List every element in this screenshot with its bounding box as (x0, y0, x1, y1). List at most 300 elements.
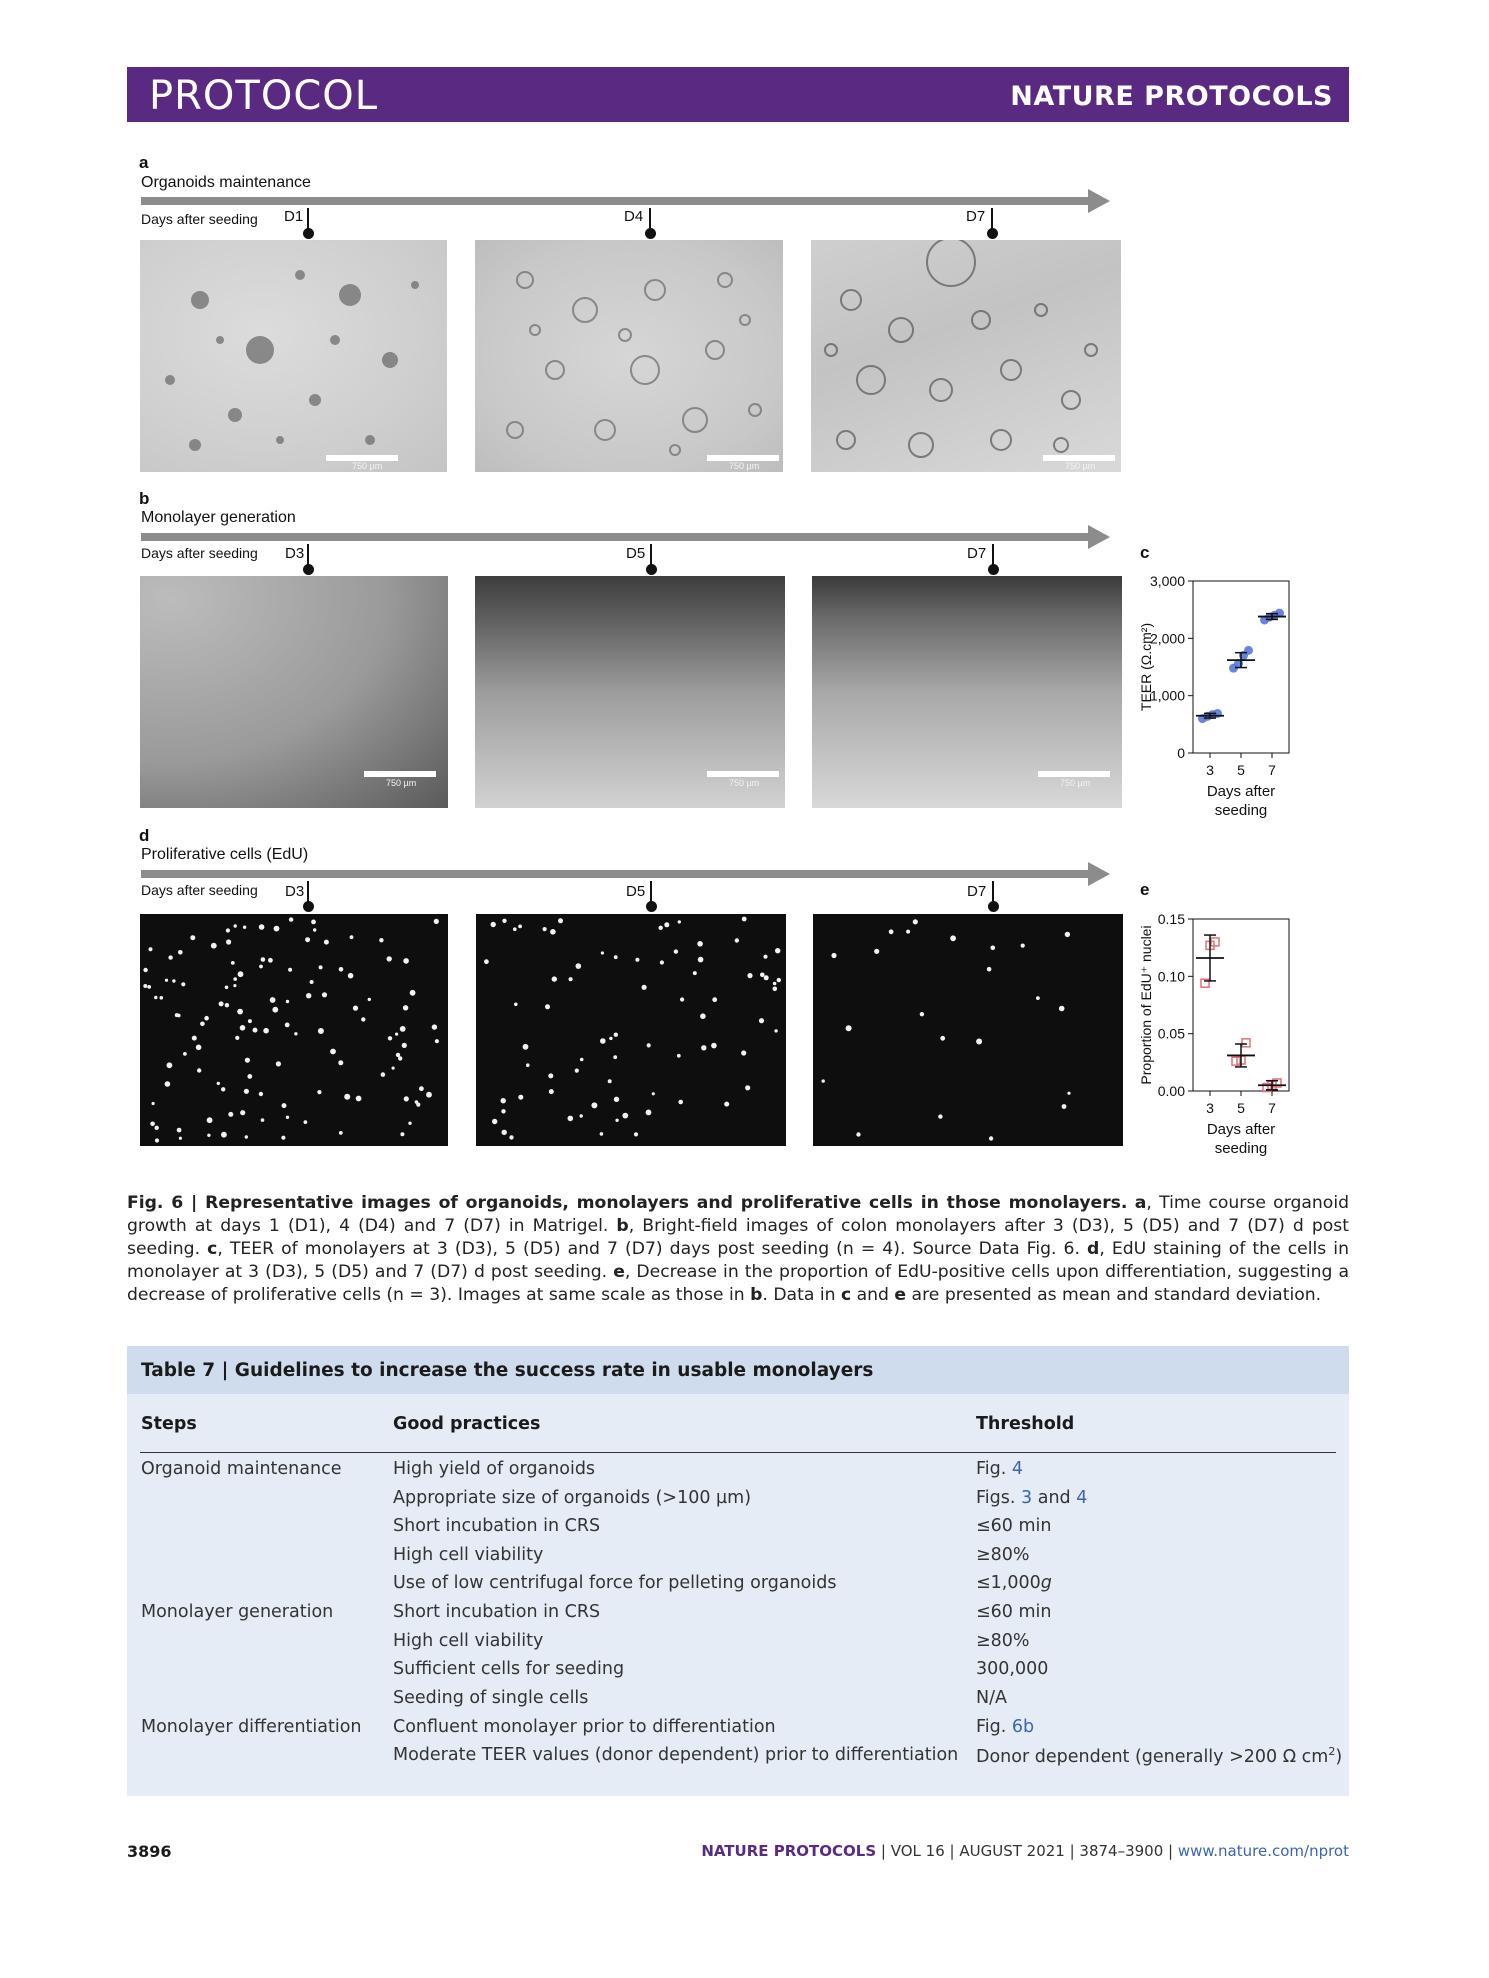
x-tick-label: 5 (1237, 762, 1245, 778)
table-7 (127, 1346, 1349, 1796)
edu-nucleus (426, 1092, 432, 1098)
edu-nucleus (183, 1052, 187, 1056)
edu-nucleus (635, 958, 639, 962)
day-marker-dot (988, 901, 999, 912)
edu-nucleus (172, 979, 175, 982)
edu-nucleus (263, 1028, 269, 1034)
day-marker-dot (645, 228, 656, 239)
edu-nucleus (310, 980, 314, 984)
table-title-bar (127, 1346, 1349, 1394)
x-tick-label: 3 (1206, 1100, 1214, 1116)
table-practice: Sufficient cells for seeding (393, 1659, 625, 1679)
edu-nucleus (523, 1044, 529, 1050)
edu-nucleus (392, 1067, 395, 1070)
edu-nucleus (614, 1097, 619, 1102)
edu-nucleus (1036, 996, 1040, 1000)
edu-nucleus (226, 939, 231, 944)
table-practice: Use of low centrifugal force for pelleting organoids (393, 1573, 837, 1593)
edu-nucleus (306, 993, 311, 998)
edu-nucleus (742, 917, 747, 922)
edu-nucleus (558, 918, 563, 923)
edu-nucleus (259, 1092, 263, 1096)
table-threshold: Figs. 3 and 4 (976, 1488, 1088, 1508)
edu-nucleus (175, 1013, 179, 1017)
edu-nucleus (403, 1005, 408, 1010)
edu-nucleus (831, 953, 836, 958)
edu-nucleus (410, 990, 416, 996)
edu-nucleus (419, 1086, 424, 1091)
edu-nucleus (822, 1079, 825, 1082)
edu-nucleus (408, 1122, 411, 1125)
table-header-rule (140, 1452, 1336, 1453)
edu-nucleus (647, 1043, 651, 1047)
edu-nucleus (646, 1110, 652, 1116)
edu-nucleus (207, 1117, 213, 1123)
y-tick-label: 0.00 (1157, 1083, 1185, 1099)
day-marker-label: D5 (626, 883, 646, 900)
table-threshold: Fig. 6b (976, 1717, 1035, 1737)
edu-nucleus (353, 1006, 358, 1011)
teer-chart (1135, 565, 1350, 835)
scale-label: 750 µm (729, 461, 760, 471)
edu-nucleus (143, 984, 147, 988)
figure-caption: Fig. 6 | Representative images of organoids, monolayers and proliferative cells in those monolayers. a, Time course organoid growth at days 1 (D1), 4 (D4) and 7 (D7) in Matrigel. b, Bright-field images of colon monolayers after 3 (D3), 5 (D5) and 7 (D7) d post seeding. c, TEER of monolayers at 3 (D3), 5 (D5) and 7 (D7) days post seeding (n = 4). Source Data Fig. 6. d, EdU staining of the cells in monolayer at 3 (D3), 5 (D5) and 7 (D7) d post seeding. e, Decrease in the proportion of EdU-positive cells upon differentiation, suggesting a decrease of proliferative cells (n = 3). Images at same scale as those in b. Data in c and e are presented as mean and standard deviation. (127, 1193, 1350, 1305)
edu-nucleus (774, 1029, 777, 1032)
edu-nucleus (920, 1012, 924, 1016)
edu-nucleus (379, 938, 383, 942)
day-marker-dot (646, 901, 657, 912)
panel-d-timeline-bar (141, 870, 1101, 878)
edu-nucleus (147, 985, 151, 989)
edu-nucleus (294, 1032, 297, 1035)
table-header-practices: Good practices (393, 1414, 541, 1434)
organoid-cysts-d4 (475, 240, 783, 472)
edu-nucleus (219, 1001, 224, 1006)
organoid-image-d7 (811, 240, 1121, 472)
edu-nucleus (221, 1132, 227, 1138)
table-step: Monolayer differentiation (141, 1717, 362, 1737)
footer-url[interactable]: www.nature.com/nprot (1177, 1842, 1349, 1860)
edu-nucleus (179, 1137, 182, 1140)
edu-nucleus (245, 1135, 248, 1138)
day-marker-label: D7 (967, 883, 987, 900)
edu-nucleus (759, 1018, 764, 1023)
edu-nucleus (549, 1089, 554, 1094)
edu-nucleus (348, 973, 354, 979)
edu-nucleus (402, 1043, 407, 1048)
edu-nucleus (580, 1114, 583, 1117)
edu-nucleus (501, 1109, 505, 1113)
page-number: 3896 (127, 1842, 172, 1861)
table-step: Monolayer generation (141, 1602, 334, 1622)
figure-link[interactable]: 6b (1011, 1717, 1035, 1737)
edu-nucleus (221, 1087, 225, 1091)
edu-nucleus (518, 925, 522, 929)
edu-nucleus (259, 924, 265, 930)
table-threshold: ≤1,000g (976, 1573, 1052, 1593)
edu-proportion-chart (1135, 903, 1350, 1173)
edu-nucleus (580, 1058, 584, 1062)
edu-nucleus (261, 957, 266, 962)
timeline-arrow-icon (1088, 862, 1110, 886)
edu-nucleus (938, 1114, 942, 1118)
day-marker-dot (303, 901, 314, 912)
edu-nucleus (274, 926, 280, 932)
figure-link[interactable]: 3 (1021, 1488, 1033, 1508)
edu-nucleus (991, 946, 996, 951)
edu-nucleus (712, 997, 717, 1002)
edu-nucleus (698, 957, 704, 963)
panel-c-label: c (1140, 543, 1150, 562)
edu-nucleus (502, 1130, 507, 1135)
panel-d-title: Proliferative cells (EdU) (141, 846, 309, 863)
edu-nucleus (177, 1128, 182, 1133)
edu-nucleus (484, 959, 489, 964)
edu-nucleus (165, 1081, 171, 1087)
edu-nucleus (247, 1074, 252, 1079)
day-marker-dot (646, 564, 657, 575)
edu-nucleus (1021, 944, 1025, 948)
edu-nucleus (550, 929, 556, 935)
edu-nucleus (150, 1122, 155, 1127)
edu-nucleus (317, 1090, 321, 1094)
edu-nucleus (591, 1102, 597, 1108)
edu-nucleus (514, 1003, 518, 1007)
monolayer-image-d7 (812, 576, 1122, 808)
table-practice: High cell viability (393, 1631, 544, 1651)
edu-nucleus (286, 1116, 289, 1119)
scale-bar (707, 771, 779, 777)
table-threshold: ≥80% (976, 1631, 1030, 1651)
edu-nucleus (240, 1025, 246, 1031)
edu-nucleus (613, 1055, 617, 1059)
edu-nucleus (387, 956, 392, 961)
data-point (1242, 1039, 1250, 1047)
edu-nucleus (339, 967, 344, 972)
edu-nucleus (240, 1110, 245, 1115)
panel-b-label: b (139, 489, 150, 508)
table-threshold: N/A (976, 1688, 1007, 1708)
x-axis-label: seeding (1214, 1140, 1268, 1157)
edu-nucleus (764, 975, 769, 980)
edu-nucleus (552, 976, 557, 981)
edu-nucleus (642, 985, 647, 990)
edu-nucleus (356, 1096, 362, 1102)
edu-nucleus (228, 1112, 233, 1117)
edu-nucleus (339, 1131, 343, 1135)
caption-figure-title: Fig. 6 | Representative images of organoids, monolayers and proliferative cells in those monolayers. (127, 1193, 1128, 1213)
edu-nucleus (652, 1092, 655, 1095)
panel-e-label: e (1140, 880, 1150, 899)
y-tick-label: 0.10 (1157, 968, 1185, 985)
edu-nucleus (575, 1069, 579, 1073)
edu-nucleus (289, 917, 293, 921)
table-step: Organoid maintenance (141, 1459, 342, 1479)
edu-nucleus (889, 929, 894, 934)
edu-nucleus (664, 922, 669, 927)
journal-header-banner (127, 67, 1349, 122)
edu-nucleus (735, 938, 739, 942)
edu-nucleus (344, 1094, 350, 1100)
journal-name: NATURE PROTOCOLS (1010, 81, 1333, 112)
edu-nucleus (697, 941, 703, 947)
scale-label: 750 µm (1060, 778, 1091, 788)
edu-nucleus (330, 1049, 336, 1055)
scale-label: 750 µm (1065, 461, 1096, 471)
edu-nucleus (775, 948, 780, 953)
edu-nucleus (940, 1036, 945, 1041)
scale-bar (1038, 771, 1110, 777)
edu-nucleus (152, 1102, 155, 1105)
edu-nucleus (913, 919, 918, 924)
edu-nucleus (576, 963, 582, 969)
table-threshold: ≤60 min (976, 1516, 1052, 1536)
edu-nucleus (601, 951, 604, 954)
edu-nucleus (434, 919, 439, 924)
edu-nucleus (276, 1061, 281, 1066)
x-tick-label: 3 (1206, 762, 1214, 778)
panel-b-title: Monolayer generation (141, 509, 296, 526)
x-tick-label: 7 (1268, 1100, 1276, 1116)
table-threshold: Fig. 4 (976, 1459, 1024, 1479)
panel-d-label: d (139, 826, 150, 845)
table-threshold: 300,000 (976, 1659, 1049, 1679)
edu-nucleus (760, 973, 765, 978)
edu-nucleus (513, 927, 517, 931)
edu-nucleus (660, 960, 664, 964)
edu-nucleus (906, 930, 910, 934)
edu-nucleus (261, 1118, 265, 1122)
edu-nucleus (268, 958, 273, 963)
edu-image-d3 (140, 914, 448, 1146)
edu-nucleus (400, 1026, 406, 1032)
edu-nucleus (874, 949, 879, 954)
y-tick-label: 3,000 (1149, 573, 1185, 589)
x-axis-label: Days after (1206, 783, 1276, 800)
edu-nucleus (415, 1100, 419, 1104)
table-practice: Short incubation in CRS (393, 1516, 601, 1536)
organoid-image-d4 (475, 240, 783, 472)
panel-d-days-label: Days after seeding (141, 882, 258, 898)
edu-nucleus (614, 1033, 618, 1037)
day-marker-label: D5 (626, 545, 646, 562)
table-practice: High yield of organoids (393, 1459, 596, 1479)
edu-nucleus (253, 1028, 258, 1033)
edu-nucleus (398, 1056, 402, 1060)
panel-b-timeline-bar (141, 533, 1101, 541)
edu-nucleus (543, 927, 547, 931)
table-header-threshold: Threshold (976, 1414, 1075, 1434)
day-marker-label: D1 (284, 208, 304, 225)
edu-nucleus (777, 978, 781, 982)
table-header-steps: Steps (141, 1414, 197, 1434)
edu-nucleus (677, 1054, 681, 1058)
x-axis-label: Days after (1206, 1121, 1276, 1138)
edu-nucleus (700, 1013, 706, 1019)
edu-nucleus (282, 1103, 287, 1108)
monolayer-image-d3 (140, 576, 448, 808)
edu-nucleus (600, 1038, 606, 1044)
footer-citation: NATURE PROTOCOLS | VOL 16 | AUGUST 2021 | 3874–3900 | www.nature.com/nprot (701, 1842, 1349, 1860)
edu-nucleus (319, 965, 323, 969)
edu-nucleus (304, 1120, 308, 1124)
edu-nucleus (322, 992, 327, 997)
edu-nucleus (404, 1096, 409, 1101)
edu-nucleus (143, 968, 147, 972)
edu-nucleus (200, 1022, 205, 1027)
edu-nuclei-d3 (140, 914, 448, 1146)
edu-nucleus (217, 1082, 220, 1085)
edu-nucleus (204, 1016, 209, 1021)
edu-nucleus (1065, 932, 1070, 937)
edu-nucleus (233, 977, 237, 981)
edu-nucleus (154, 996, 157, 999)
edu-nucleus (634, 1132, 638, 1136)
y-tick-label: 0.15 (1157, 911, 1185, 927)
organoid-image-d1 (140, 240, 447, 472)
edu-nucleus (259, 965, 263, 969)
panel-b-days-label: Days after seeding (141, 545, 258, 561)
edu-nucleus (856, 1132, 860, 1136)
edu-nucleus (225, 1003, 229, 1007)
edu-nucleus (155, 1126, 159, 1130)
edu-nucleus (678, 1100, 683, 1105)
edu-nucleus (305, 937, 310, 942)
timeline-arrow-icon (1088, 525, 1110, 549)
edu-nucleus (491, 922, 496, 927)
day-marker-dot (988, 564, 999, 575)
edu-nucleus (245, 1058, 250, 1063)
edu-nucleus (568, 1116, 574, 1122)
edu-nucleus (248, 1019, 252, 1023)
table-practice: Short incubation in CRS (393, 1602, 601, 1622)
table-practice: Appropriate size of organoids (>100 µm) (393, 1488, 752, 1508)
scale-bar (364, 771, 436, 777)
edu-nucleus (155, 1138, 159, 1142)
edu-nucleus (509, 1135, 513, 1139)
table-threshold: ≤60 min (976, 1602, 1052, 1622)
footer-journal: NATURE PROTOCOLS (701, 1842, 877, 1860)
edu-nucleus (680, 997, 684, 1001)
scale-label: 750 µm (352, 461, 383, 471)
edu-nucleus (311, 920, 316, 925)
edu-nucleus (492, 1119, 497, 1124)
edu-nucleus (197, 1068, 201, 1072)
edu-nucleus (160, 996, 164, 1000)
edu-nucleus (403, 958, 409, 964)
edu-nucleus (741, 1050, 746, 1055)
edu-nucleus (381, 1072, 386, 1077)
edu-nucleus (569, 977, 573, 981)
edu-nucleus (526, 1063, 530, 1067)
edu-nucleus (400, 1132, 404, 1136)
edu-nucleus (987, 967, 992, 972)
edu-nucleus (763, 955, 767, 959)
edu-nucleus (659, 926, 663, 930)
edu-nucleus (237, 1009, 243, 1015)
edu-nucleus (501, 1098, 506, 1103)
edu-nucleus (270, 997, 276, 1003)
table-threshold: Donor dependent (generally >200 Ω $cm^2$) (976, 1745, 1343, 1767)
table-practice: Confluent monolayer prior to differentiation (393, 1717, 776, 1737)
edu-nucleus (950, 935, 956, 941)
edu-nucleus (178, 950, 183, 955)
edu-nucleus (502, 919, 506, 923)
edu-nucleus (196, 1045, 202, 1051)
y-tick-label: 0.05 (1157, 1025, 1185, 1042)
edu-image-d7 (813, 914, 1123, 1146)
edu-nucleus (622, 1113, 628, 1119)
y-axis-label: Proportion of EdU⁺ nuclei (1138, 925, 1154, 1085)
section-label: PROTOCOL (149, 73, 379, 119)
panel-a-days-label: Days after seeding (141, 211, 258, 227)
x-axis-label: seeding (1214, 802, 1268, 819)
edu-nuclei-d7 (813, 914, 1123, 1146)
y-tick-label: 1,000 (1149, 687, 1185, 704)
edu-nucleus (233, 984, 236, 987)
edu-nucleus (207, 1134, 210, 1137)
edu-nucleus (545, 1004, 550, 1009)
edu-nucleus (435, 1039, 439, 1043)
edu-nucleus (615, 1119, 618, 1122)
edu-nucleus (1059, 1006, 1065, 1012)
edu-nucleus (608, 1079, 612, 1083)
data-point (1244, 646, 1253, 655)
edu-nucleus (1062, 1104, 1067, 1109)
day-marker-label: D7 (967, 545, 987, 562)
monolayer-image-d5 (475, 576, 785, 808)
edu-nucleus (747, 973, 752, 978)
y-tick-label: 0 (1177, 745, 1185, 761)
day-marker-label: D3 (285, 883, 305, 900)
day-marker-dot (303, 564, 314, 575)
day-marker-label: D7 (966, 208, 986, 225)
figure-link[interactable]: 4 (1076, 1488, 1088, 1508)
day-marker-dot (987, 228, 998, 239)
y-axis-label: TEER (Ω.cm²) (1138, 622, 1154, 712)
edu-nucleus (724, 1102, 729, 1107)
edu-nucleus (609, 1037, 612, 1040)
organoid-cysts-d7 (811, 240, 1121, 472)
edu-nucleus (231, 961, 235, 965)
scale-label: 750 µm (386, 778, 417, 788)
edu-nuclei-d5 (476, 914, 786, 1146)
edu-nucleus (190, 935, 195, 940)
figure-link[interactable]: 4 (1011, 1459, 1024, 1479)
edu-nucleus (211, 943, 217, 949)
day-marker-dot (303, 228, 314, 239)
edu-nucleus (244, 1089, 249, 1094)
edu-nucleus (324, 940, 329, 945)
edu-nucleus (281, 1136, 285, 1140)
edu-nucleus (235, 1036, 239, 1040)
edu-nucleus (234, 924, 237, 927)
panel-a-timeline-bar (141, 197, 1101, 205)
edu-nucleus (701, 1045, 706, 1050)
scale-label: 750 µm (729, 778, 760, 788)
edu-nucleus (773, 982, 777, 986)
table-threshold: ≥80% (976, 1545, 1030, 1565)
edu-nucleus (518, 1095, 523, 1100)
edu-nucleus (168, 955, 172, 959)
edu-nucleus (313, 928, 316, 931)
edu-nucleus (192, 1036, 197, 1041)
y-tick-label: 2,000 (1149, 630, 1185, 647)
edu-nucleus (225, 986, 229, 990)
edu-image-d5 (476, 914, 786, 1146)
x-tick-label: 5 (1237, 1100, 1245, 1116)
edu-nucleus (614, 955, 618, 959)
